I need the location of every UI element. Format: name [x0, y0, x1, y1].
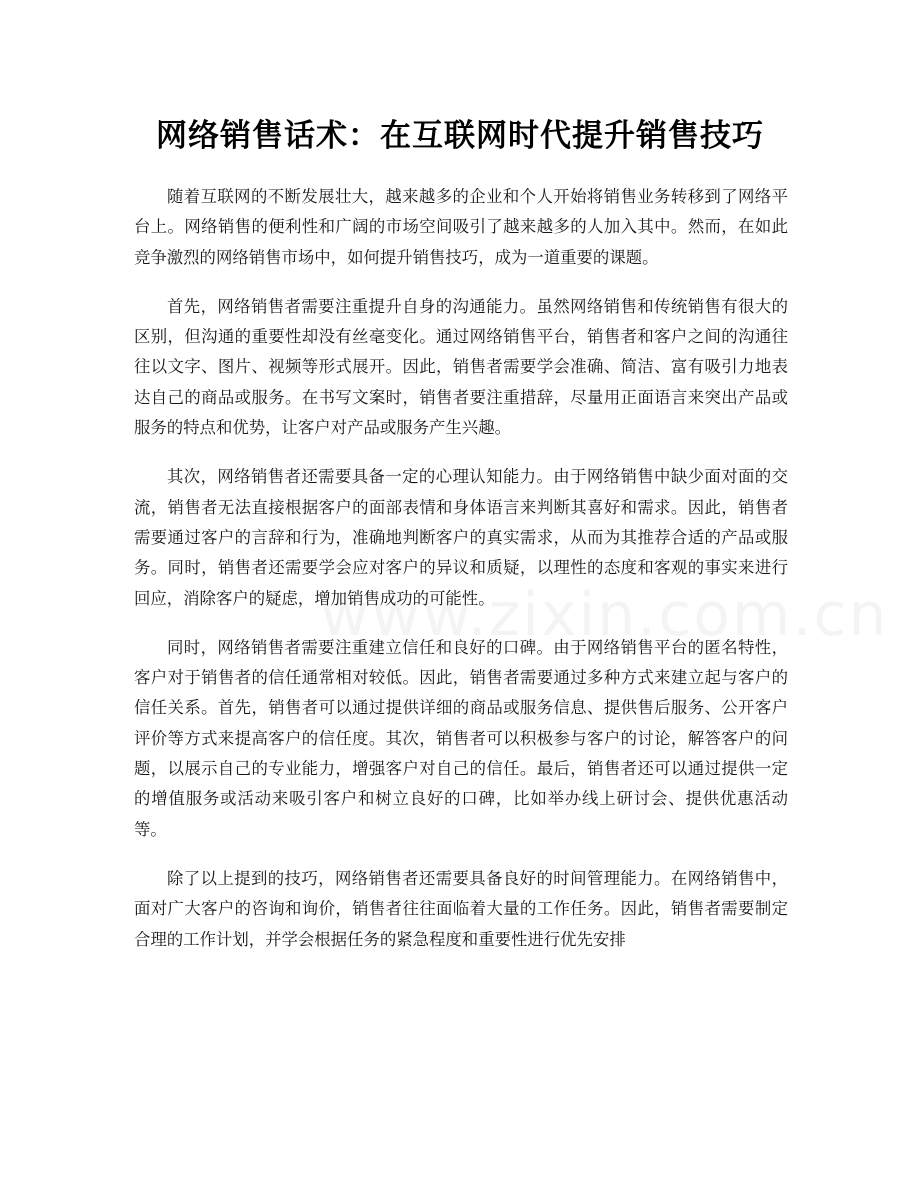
- document-body: [134, 182, 788, 974]
- paragraph: 其次，网络销售者还需要具备一定的心理认知能力。由于网络销售中缺少面对面的交流，销售者无法直接根据客户的面部表情和身体语言来判断其喜好和需求。因此，销售者需要通过客户的言辞和行为，准确地判断客户的真实需求，从而为其推荐合适的产品或服务。同时，销售者还需要学会应对客户的异议和质疑，以理性的态度和客观的事实来进行回应，消除客户的疑虑，增加销售成功的可能性。: [134, 467, 788, 608]
- paragraph: 除了以上提到的技巧，网络销售者还需要具备良好的时间管理能力。在网络销售中，面对广大客户的咨询和询价，销售者往往面临着大量的工作任务。因此，销售者需要制定合理的工作计划，并学会根据任务的紧急程度和重要性进行优先安排: [134, 868, 788, 949]
- paragraph: 同时，网络销售者需要注重建立信任和良好的口碑。由于网络销售平台的匿名特性，客户对于销售者的信任通常相对较低。因此，销售者需要通过多种方式来建立起与客户的信任关系。首先，销售者可以通过提供详细的商品或服务信息、提供售后服务、公开客户评价等方式来提高客户的信任度。其次，销售者可以积极参与客户的讨论，解答客户的问题，以展示自己的专业能力，增强客户对自己的信任。最后，销售者还可以通过提供一定的增值服务或活动来吸引客户和树立良好的口碑，比如举办线上研讨会、提供优惠活动等。: [134, 637, 788, 839]
- paragraph: 首先，网络销售者需要注重提升自身的沟通能力。虽然网络销售和传统销售有很大的区别，但沟通的重要性却没有丝毫变化。通过网络销售平台，销售者和客户之间的沟通往往以文字、图片、视频等形式展开。因此，销售者需要学会准确、简洁、富有吸引力地表达自己的商品或服务。在书写文案时，销售者要注重措辞，尽量用正面语言来突出产品或服务的特点和优势，让客户对产品或服务产生兴趣。: [134, 296, 788, 438]
- paragraph: 随着互联网的不断发展壮大，越来越多的企业和个人开始将销售业务转移到了网络平台上。网络销售的便利性和广阔的市场空间吸引了越来越多的人加入其中。然而，在如此竞争激烈的网络销售市场中，如何提升销售技巧，成为一道重要的课题。: [134, 187, 788, 267]
- document-title: 网络销售话术：在互联网时代提升销售技巧: [156, 118, 764, 154]
